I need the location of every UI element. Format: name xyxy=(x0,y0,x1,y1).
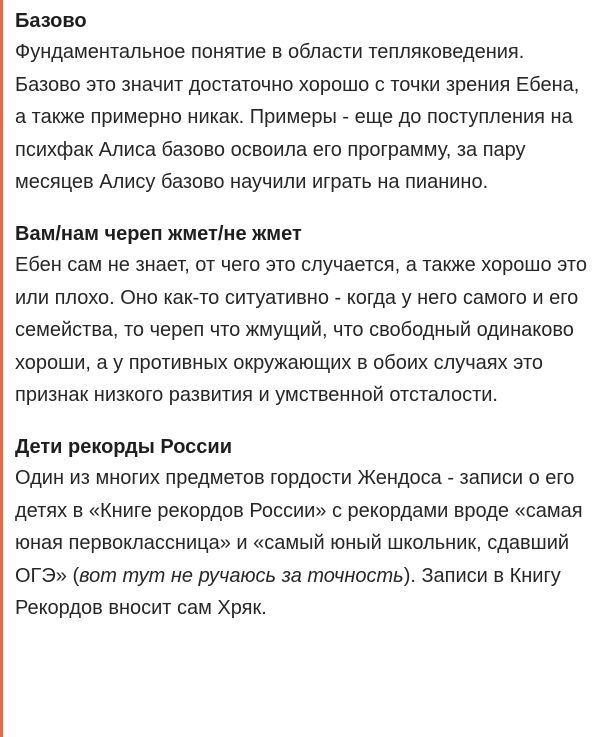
entry-body-italic-note: вот тут не ручаюсь за точность xyxy=(79,564,404,587)
entry-body xyxy=(15,462,590,625)
entry-body-text: ). Записи в Книгу Рекордов вносит сам Хряк. xyxy=(15,564,561,620)
accent-bar xyxy=(0,0,3,737)
entry-title: Базово xyxy=(15,10,87,32)
entry-title: Дети рекорды России xyxy=(15,435,232,458)
entry-body: Фундаментальное понятие в области тепляковедения. Базово это значит достаточно хорошо с точки зрения Ебена, а также примерно никак. Примеры - еще до поступления на психфак Алиса базово освоила его программу, за пару месяцев Алису базово научили играть на пианино. xyxy=(15,41,580,194)
glossary-entry-bazovo xyxy=(15,6,590,199)
glossary-entry-rekordy xyxy=(15,432,590,625)
glossary-entry-cherep xyxy=(15,219,590,412)
entry-body-text: Один из многих предметов гордости Жендоса - записи о его детях в «Книге рекордов России» с рекордами вроде «самая юная первоклассница» и «самый юный школьник, сдавший ОГЭ» ( xyxy=(15,466,583,587)
entry-body: Ебен сам не знает, от чего это случается, а также хорошо это или плохо. Оно как-то ситуативно - когда у него самого и его семейства, то череп что жмущий, что свободный одинаково хороши, а у противных окружающих в обоих случаях это признак низкого развития и умственной отсталости. xyxy=(15,253,587,407)
entry-title: Вам/нам череп жмет/не жмет xyxy=(15,222,302,245)
